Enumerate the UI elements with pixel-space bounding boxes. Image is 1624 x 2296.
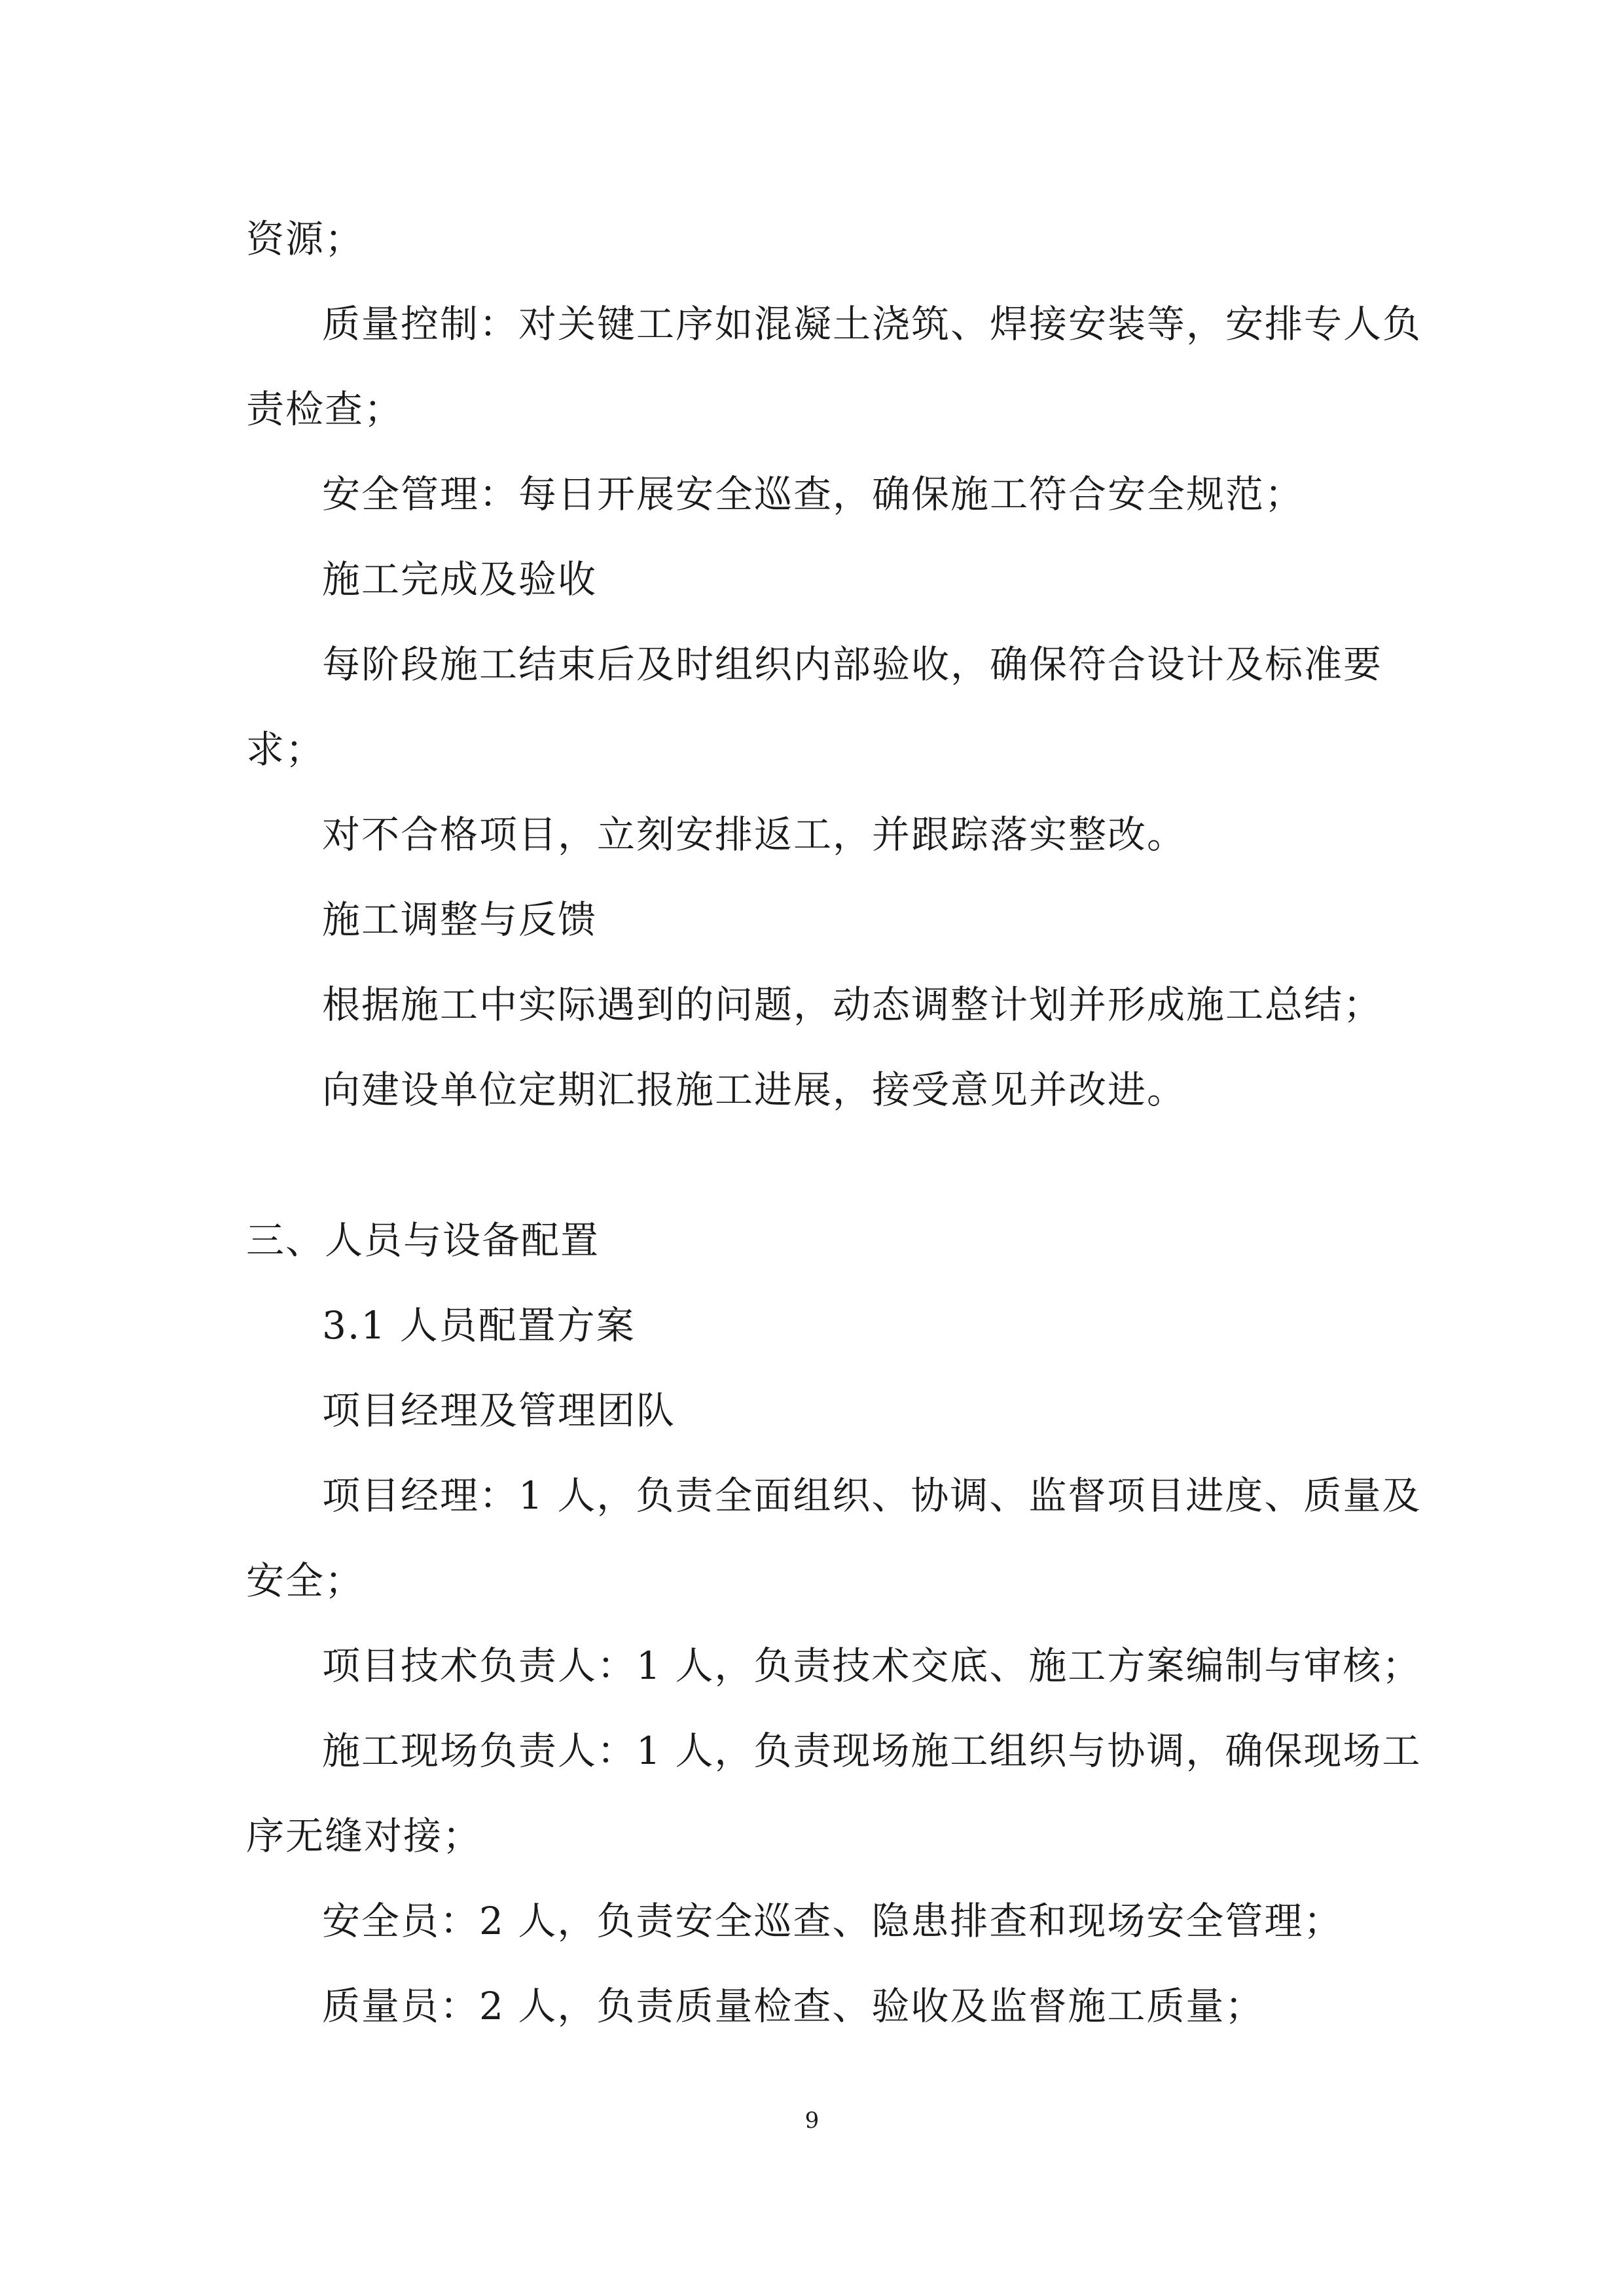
paragraph-line: 施工现场负责人：1 人，负责现场施工组织与协调，确保现场工 [322, 1729, 1422, 1773]
paragraph-line: 资源； [246, 217, 365, 261]
paragraph-line: 安全管理：每日开展安全巡查，确保施工符合安全规范； [322, 472, 1305, 516]
paragraph-line: 施工完成及验收 [322, 557, 598, 601]
paragraph-line: 安全员：2 人，负责安全巡查、隐患排查和现场安全管理； [322, 1899, 1343, 1943]
paragraph-line: 向建设单位定期汇报施工进展，接受意见并改进。 [322, 1067, 1187, 1112]
paragraph-line: 质量控制：对关键工序如混凝土浇筑、焊接安装等，安排专人负 [322, 302, 1422, 346]
page-number: 9 [804, 2108, 820, 2134]
paragraph-line: 安全； [246, 1558, 365, 1603]
subsection-heading: 3.1 人员配置方案 [322, 1303, 636, 1348]
paragraph-line: 质量员：2 人，负责质量检查、验收及监督施工质量； [322, 1984, 1265, 2028]
paragraph-line: 序无缝对接； [246, 1814, 482, 1858]
paragraph-line: 项目经理及管理团队 [322, 1388, 676, 1433]
section-heading: 三、人员与设备配置 [246, 1218, 600, 1263]
paragraph-line: 每阶段施工结束后及时组织内部验收，确保符合设计及标准要 [322, 642, 1383, 687]
paragraph-line: 根据施工中实际遇到的问题，动态调整计划并形成施工总结； [322, 982, 1383, 1027]
paragraph-line: 求； [246, 727, 325, 772]
paragraph-line: 项目技术负责人：1 人，负责技术交底、施工方案编制与审核； [322, 1643, 1422, 1688]
paragraph-line: 项目经理：1 人，负责全面组织、协调、监督项目进度、质量及 [322, 1473, 1422, 1518]
paragraph-line: 对不合格项目，立刻安排返工，并跟踪落实整改。 [322, 812, 1187, 857]
paragraph-line: 责检查； [246, 387, 404, 431]
paragraph-line: 施工调整与反馈 [322, 897, 598, 942]
